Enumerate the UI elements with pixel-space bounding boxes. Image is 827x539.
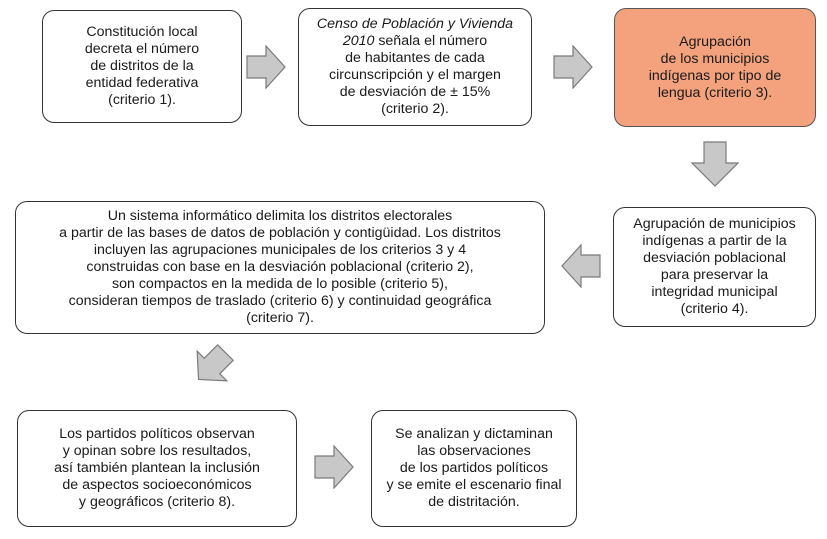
arrow-right-icon <box>314 445 354 489</box>
box-text-line: decreta el número <box>84 41 200 57</box>
box-text-line: Los partidos políticos observan <box>59 426 255 442</box>
arrow-down-icon <box>691 141 739 187</box>
box-text-line: de los municipios <box>660 50 770 67</box>
arrow-right-1 <box>246 45 286 89</box>
box-text-line: y opinan sobre los resultados, <box>62 443 252 459</box>
arrow-right-3 <box>314 445 354 489</box>
box-text-line: Un sistema informático delimita los distritos electorales <box>107 208 453 224</box>
box-text-line: de desviación de ± 15% <box>339 84 491 100</box>
box-text-line: de distritos de la <box>90 58 194 74</box>
box-text-line: así también plantean la inclusión <box>54 460 260 476</box>
arrow-left-icon <box>561 244 601 288</box>
box-sistema-informatico <box>15 201 545 334</box>
box-text-line: (criterio 2). <box>381 101 449 117</box>
arrow-down-1 <box>691 141 739 187</box>
arrow-left-1 <box>561 244 601 288</box>
arrow-down-left-1 <box>183 337 241 395</box>
box-text-line: de habitantes de cada <box>345 50 485 66</box>
box-text-line: y se emite el escenario final <box>386 477 562 493</box>
box-criterio-2 <box>298 8 532 126</box>
box-text-line: Se analizan y dictaminan <box>395 426 553 442</box>
box-text-line: integridad municipal <box>651 284 778 300</box>
box-text-line: de aspectos socioeconómicos <box>62 477 252 493</box>
box-text-line: de los partidos políticos <box>399 460 549 476</box>
arrow-right-icon <box>553 45 593 89</box>
box-text-line: (criterio 1). <box>108 92 176 108</box>
box-criterio-3 <box>614 8 816 127</box>
box-partidos-politicos <box>17 410 297 527</box>
box-text-line: y geográficos (criterio 8). <box>78 494 236 510</box>
box-text-italic: 2010 <box>342 33 375 49</box>
box-text-line: incluyen las agrupaciones municipales de los criterios 3 y 4 <box>93 242 467 258</box>
box-criterio-1 <box>42 10 242 123</box>
box-text-line: a partir de las bases de datos de población y contigüidad. Los distritos <box>59 225 501 241</box>
box-text-line: (criterio 7). <box>246 310 314 326</box>
box-text-line: las observaciones <box>417 443 531 459</box>
box-text-line: Agrupación <box>679 33 751 50</box>
box-text-line: (criterio 4). <box>680 301 749 317</box>
box-text-line: de distritación. <box>428 494 520 510</box>
box-text-line: construidas con base en la desviación poblacional (criterio 2), <box>86 259 474 275</box>
box-criterio-4 <box>613 207 816 327</box>
box-text-line: Constitución local <box>86 24 198 40</box>
box-text-line: para preservar la <box>660 267 769 283</box>
box-text-line: lengua (criterio 3). <box>657 84 773 101</box>
box-text-line-mixed <box>317 33 513 50</box>
arrow-right-icon <box>246 45 286 89</box>
box-text-line: indígenas a partir de la <box>642 233 787 249</box>
arrow-down-left-icon <box>183 337 241 395</box>
box-text-line: consideran tiempos de traslado (criterio 6) y continuidad geográfica <box>68 293 492 309</box>
arrow-right-2 <box>553 45 593 89</box>
box-text-rest: señala el número <box>374 33 488 49</box>
box-dictamen <box>371 410 577 527</box>
box-text-line: Censo de Población y Vivienda <box>316 16 514 32</box>
box-text-line: entidad federativa <box>85 75 199 91</box>
box-text-line: Agrupación de municipios <box>633 216 796 232</box>
box-text-line: circunscripción y el margen <box>329 67 501 83</box>
box-text-line: desviación poblacional <box>643 250 786 266</box>
box-text-line: son compactos en la medida de lo posible (criterio 5), <box>112 276 448 292</box>
box-text-line: indígenas por tipo de <box>648 67 782 84</box>
